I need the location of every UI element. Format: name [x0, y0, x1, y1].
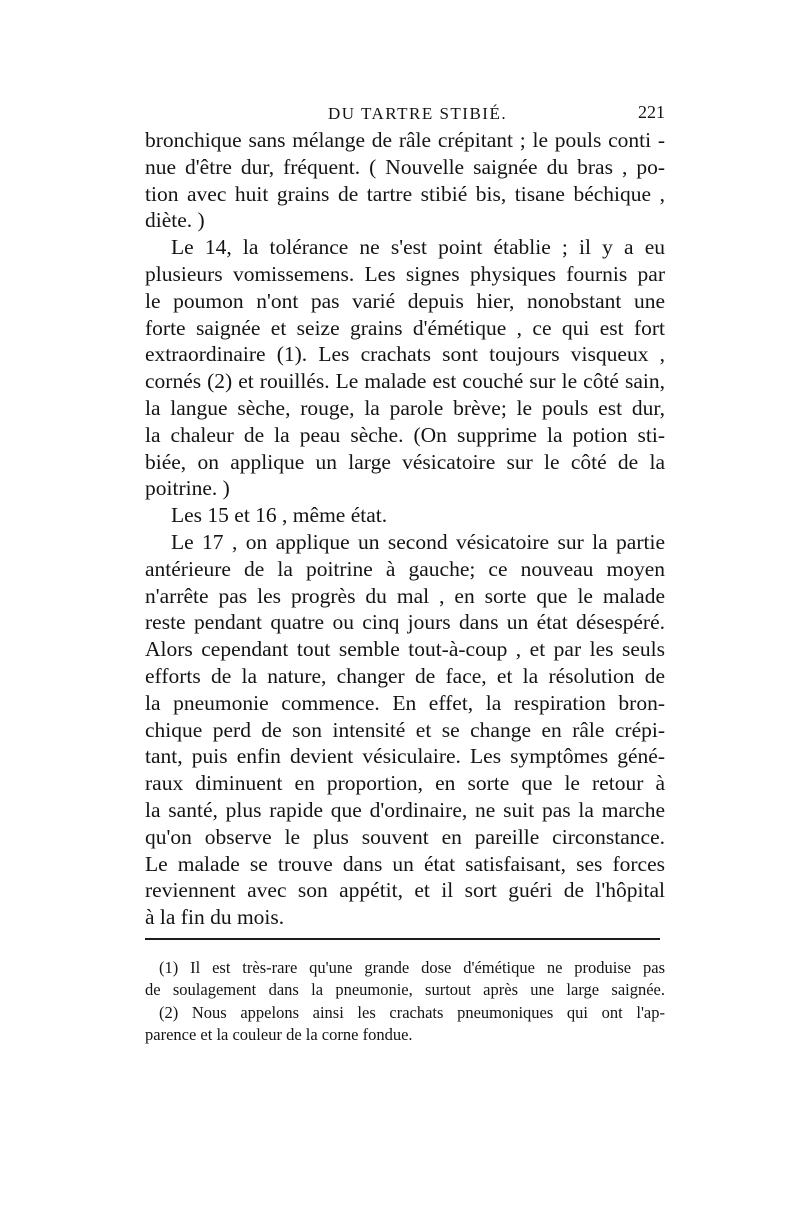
text-line: raux diminuent en proportion, en sorte que le retour à: [145, 771, 665, 796]
text-line: bronchique sans mélange de râle crépitant ; le pouls conti -: [145, 128, 665, 152]
footnote-line: (2) Nous appelons ainsi les crachats pneumoniques qui ont l'ap-: [159, 1002, 665, 1022]
text-line: Les 15 et 16 , même état.: [171, 503, 388, 528]
page-number: 221: [638, 102, 665, 122]
text-line: cornés (2) et rouillés. Le malade est couché sur le côté sain,: [145, 369, 665, 394]
text-line: efforts de la nature, changer de face, et la résolution de: [145, 663, 665, 688]
footnote-line: (1) Il est très-rare qu'une grande dose d'émétique ne produise pas: [159, 958, 665, 977]
body-text: [145, 127, 665, 931]
text-line: Alors cependant tout semble tout-à-coup , et par les seuls: [145, 637, 665, 662]
text-line: n'arrête pas les progrès du mal , en sorte que le malade: [145, 583, 665, 608]
text-line: forte saignée et seize grains d'émétique , ce qui est fort: [145, 315, 665, 340]
text-line: à la fin du mois.: [145, 905, 285, 930]
footnote-line: de soulagement dans la pneumonie, surtout après une large saignée.: [145, 980, 665, 1000]
footnotes: [145, 957, 665, 1047]
running-title: DU TARTRE STIBIÉ.: [328, 104, 508, 123]
text-line: la pneumonie commence. En effet, la respiration bron-: [145, 690, 665, 715]
text-line: biée, on applique un large vésicatoire sur le côté de la: [145, 449, 665, 474]
text-line: antérieure de la poitrine à gauche; ce nouveau moyen: [145, 556, 665, 581]
text-line: nue d'être dur, fréquent. ( Nouvelle saignée du bras , po-: [145, 154, 665, 179]
footnote-rule: [145, 938, 660, 940]
text-line: tion avec huit grains de tartre stibié bis, tisane béchique ,: [145, 181, 665, 206]
text-line: qu'on observe le plus souvent en pareille circonstance.: [145, 824, 665, 849]
text-line: Le 17 , on applique un second vésicatoire sur la partie: [171, 529, 665, 554]
text-line: la langue sèche, rouge, la parole brève; le pouls est dur,: [145, 395, 665, 420]
text-line: plusieurs vomissemens. Les signes physiques fournis par: [145, 261, 665, 286]
text-line: reste pendant quatre ou cinq jours dans un état désespéré.: [145, 610, 665, 635]
footnote-line: parence et la couleur de la corne fondue.: [145, 1025, 413, 1045]
page-header: [145, 100, 665, 128]
text-line: tant, puis enfin devient vésiculaire. Les symptômes géné-: [145, 744, 665, 769]
text-line: reviennent avec son appétit, et il sort guéri de l'hôpital: [145, 878, 665, 903]
text-line: Le malade se trouve dans un état satisfaisant, ses forces: [145, 851, 665, 876]
text-line: la chaleur de la peau sèche. (On supprime la potion sti-: [145, 422, 665, 447]
text-line: poitrine. ): [145, 476, 230, 501]
text-line: chique perd de son intensité et se change en râle crépi-: [145, 717, 665, 742]
text-line: diète. ): [145, 208, 205, 233]
text-line: extraordinaire (1). Les crachats sont toujours visqueux ,: [145, 342, 665, 367]
text-line: la santé, plus rapide que d'ordinaire, ne suit pas la marche: [145, 797, 665, 822]
text-line: le poumon n'ont pas varié depuis hier, nonobstant une: [145, 288, 665, 313]
text-line: Le 14, la tolérance ne s'est point établie ; il y a eu: [171, 235, 665, 260]
